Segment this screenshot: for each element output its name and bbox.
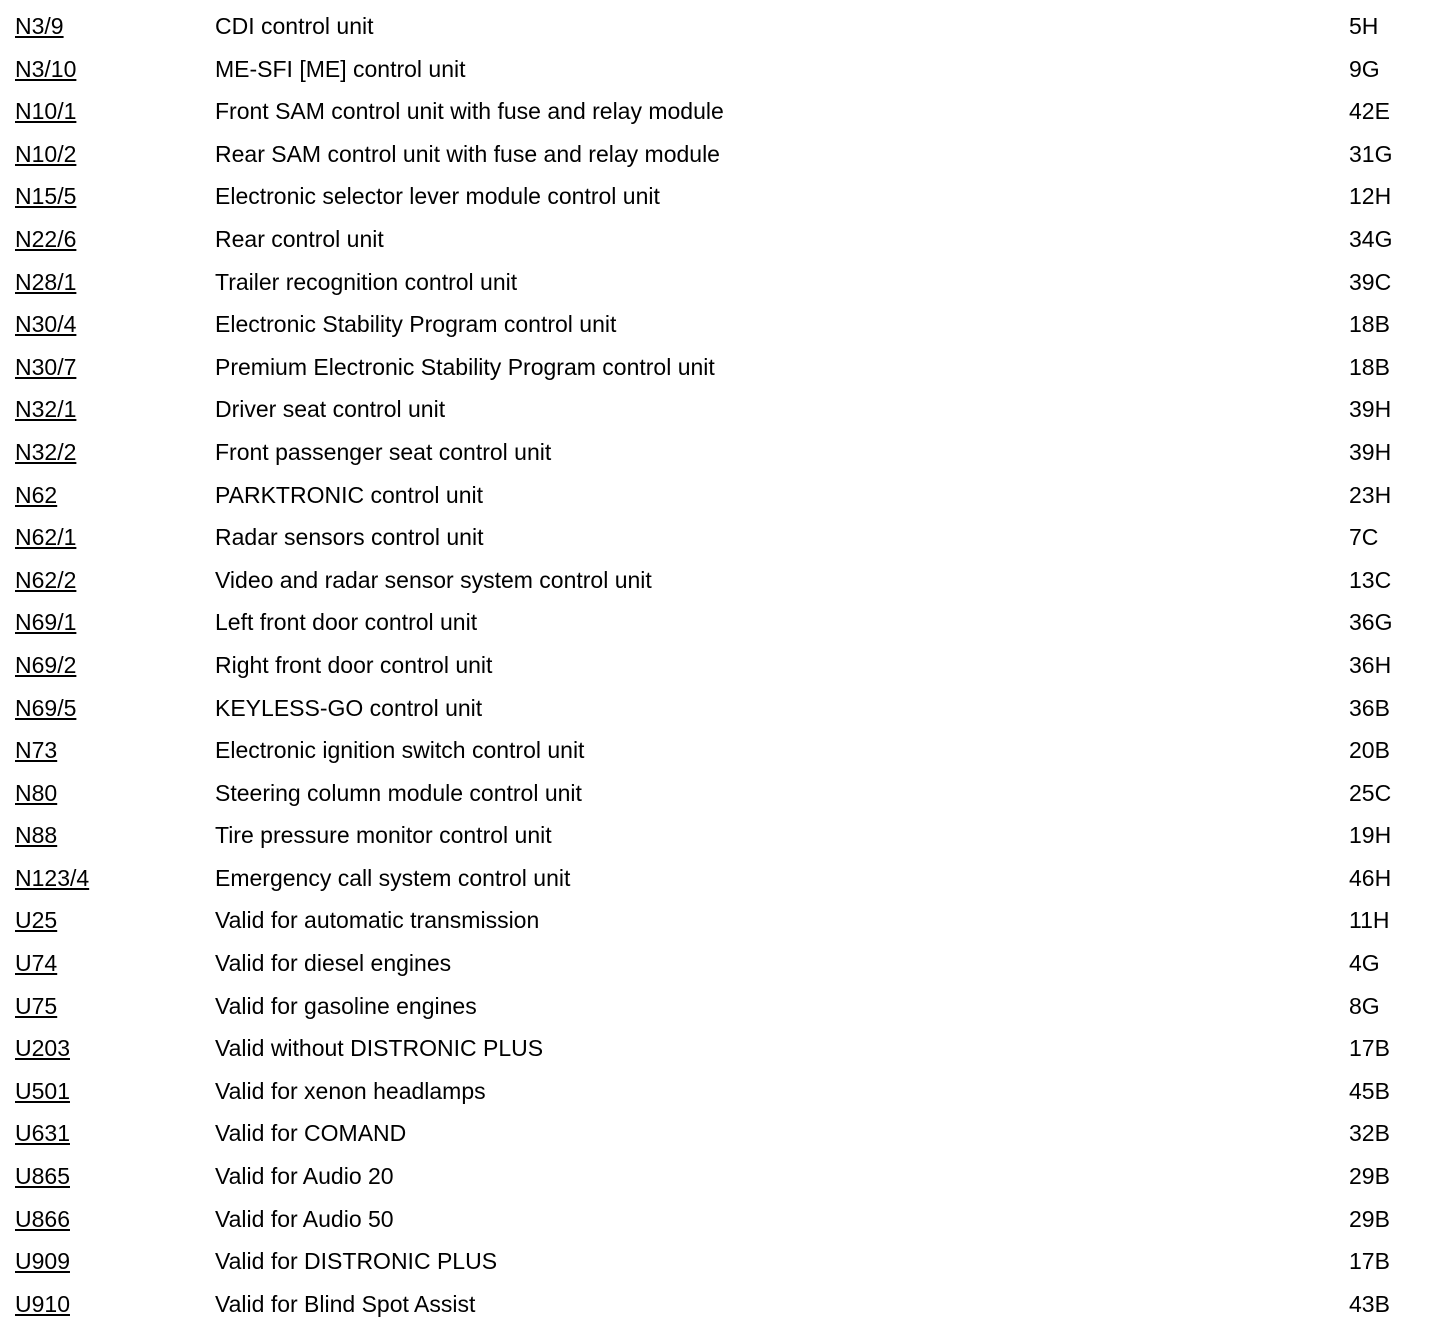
component-code-link[interactable]: U865 [15,1163,70,1190]
component-description: Electronic selector lever module control unit [215,183,660,210]
grid-location: 42E [1349,98,1390,125]
component-code-link[interactable]: N10/1 [15,98,77,125]
component-code-link[interactable]: N123/4 [15,864,90,891]
grid-location: 19H [1349,822,1392,849]
component-description: Right front door control unit [215,651,493,678]
grid-location: 45B [1349,1077,1390,1104]
component-description: Emergency call system control unit [215,864,571,891]
table-row [0,942,1456,985]
table-row [0,559,1456,602]
component-code-link[interactable]: U501 [15,1077,70,1104]
component-description: Radar sensors control unit [215,524,484,551]
component-code-link[interactable]: N22/6 [15,225,77,252]
component-description: Valid for Blind Spot Assist [215,1290,476,1317]
component-description: Premium Electronic Stability Program control unit [215,353,715,380]
component-code-link[interactable]: N30/7 [15,353,77,380]
component-description: Valid without DISTRONIC PLUS [215,1035,544,1062]
component-description: Steering column module control unit [215,779,582,806]
grid-location: 9G [1349,55,1380,82]
grid-location: 23H [1349,481,1392,508]
table-row [0,772,1456,815]
table-row [0,90,1456,133]
table-row [0,303,1456,346]
grid-location: 36H [1349,651,1392,678]
grid-location: 18B [1349,311,1390,338]
component-code-link[interactable]: U75 [15,992,58,1019]
component-description: Valid for Audio 50 [215,1205,394,1232]
table-row [0,1283,1456,1326]
grid-location: 39C [1349,268,1392,295]
grid-location: 39H [1349,396,1392,423]
table-row [0,218,1456,261]
table-row [0,814,1456,857]
grid-location: 36B [1349,694,1390,721]
table-row [0,1240,1456,1283]
table-row [0,687,1456,730]
component-code-link[interactable]: N69/2 [15,651,77,678]
grid-location: 7C [1349,524,1379,551]
table-row [0,431,1456,474]
component-code-link[interactable]: N62/2 [15,566,77,593]
component-description: Front SAM control unit with fuse and relay module [215,98,724,125]
table-row [0,857,1456,900]
grid-location: 34G [1349,225,1393,252]
grid-location: 13C [1349,566,1392,593]
component-code-link[interactable]: N62/1 [15,524,77,551]
component-description: Front passenger seat control unit [215,438,552,465]
component-description: Valid for DISTRONIC PLUS [215,1248,498,1275]
table-row [0,346,1456,389]
grid-location: 8G [1349,992,1380,1019]
grid-location: 43B [1349,1290,1390,1317]
component-description: Valid for Audio 20 [215,1163,394,1190]
component-code-link[interactable]: N69/5 [15,694,77,721]
grid-location: 5H [1349,13,1379,39]
component-description: Tire pressure monitor control unit [215,822,552,849]
component-description: Valid for automatic transmission [215,907,540,934]
table-row [0,601,1456,644]
grid-location: 17B [1349,1035,1390,1062]
component-code-link[interactable]: N3/9 [15,13,64,39]
component-code-link[interactable]: N15/5 [15,183,77,210]
grid-location: 25C [1349,779,1392,806]
grid-location: 39H [1349,438,1392,465]
component-description: ME-SFI [ME] control unit [215,55,466,82]
table-row [0,5,1456,48]
component-code-link[interactable]: N3/10 [15,55,77,82]
grid-location: 18B [1349,353,1390,380]
component-description: PARKTRONIC control unit [215,481,483,508]
component-description: Trailer recognition control unit [215,268,518,295]
grid-location: 20B [1349,737,1390,764]
component-code-link[interactable]: N28/1 [15,268,77,295]
component-code-link[interactable]: U631 [15,1120,70,1147]
grid-location: 12H [1349,183,1392,210]
component-description: Left front door control unit [215,609,478,636]
table-row [0,474,1456,517]
grid-location: 29B [1349,1205,1390,1232]
grid-location: 4G [1349,950,1380,977]
table-row [0,388,1456,431]
component-code-link[interactable]: N80 [15,779,58,806]
component-code-link[interactable]: U74 [15,950,58,977]
component-code-link[interactable]: U909 [15,1248,70,1275]
component-description: Valid for diesel engines [215,950,452,977]
component-code-link[interactable]: N62 [15,481,58,508]
component-code-link[interactable]: U25 [15,907,58,934]
grid-location: 36G [1349,609,1393,636]
grid-location: 32B [1349,1120,1390,1147]
component-code-link[interactable]: N73 [15,737,58,764]
table-row [0,261,1456,304]
component-code-link[interactable]: U203 [15,1035,70,1062]
table-row [0,1155,1456,1198]
component-code-link[interactable]: N32/2 [15,438,77,465]
table-row [0,48,1456,91]
component-code-link[interactable]: U866 [15,1205,70,1232]
component-description: Electronic ignition switch control unit [215,737,585,764]
table-row [0,644,1456,687]
component-code-link[interactable]: N30/4 [15,311,77,338]
table-row [0,1027,1456,1070]
component-code-link[interactable]: N32/1 [15,396,77,423]
component-description: Video and radar sensor system control unit [215,566,652,593]
table-row [0,516,1456,559]
component-code-link[interactable]: N88 [15,822,58,849]
table-row [0,1198,1456,1241]
component-description: Valid for COMAND [215,1120,407,1147]
component-description: Rear SAM control unit with fuse and relay module [215,140,720,167]
component-description: Rear control unit [215,225,384,252]
grid-location: 46H [1349,864,1392,891]
table-row [0,899,1456,942]
grid-location: 31G [1349,140,1393,167]
component-description: Valid for xenon headlamps [215,1077,486,1104]
component-code-link[interactable]: U910 [15,1290,70,1317]
table-row [0,729,1456,772]
component-description: CDI control unit [215,13,374,39]
component-code-link[interactable]: N69/1 [15,609,77,636]
table-row [0,985,1456,1028]
grid-location: 17B [1349,1248,1390,1275]
table-row [0,1112,1456,1155]
component-legend-table [0,5,1456,1325]
table-row [0,133,1456,176]
component-description: Valid for gasoline engines [215,992,477,1019]
component-description: KEYLESS-GO control unit [215,694,483,721]
component-description: Electronic Stability Program control unit [215,311,617,338]
component-code-link[interactable]: N10/2 [15,140,77,167]
component-description: Driver seat control unit [215,396,446,423]
table-row [0,1070,1456,1113]
grid-location: 29B [1349,1163,1390,1190]
grid-location: 11H [1349,907,1390,934]
table-row [0,175,1456,218]
